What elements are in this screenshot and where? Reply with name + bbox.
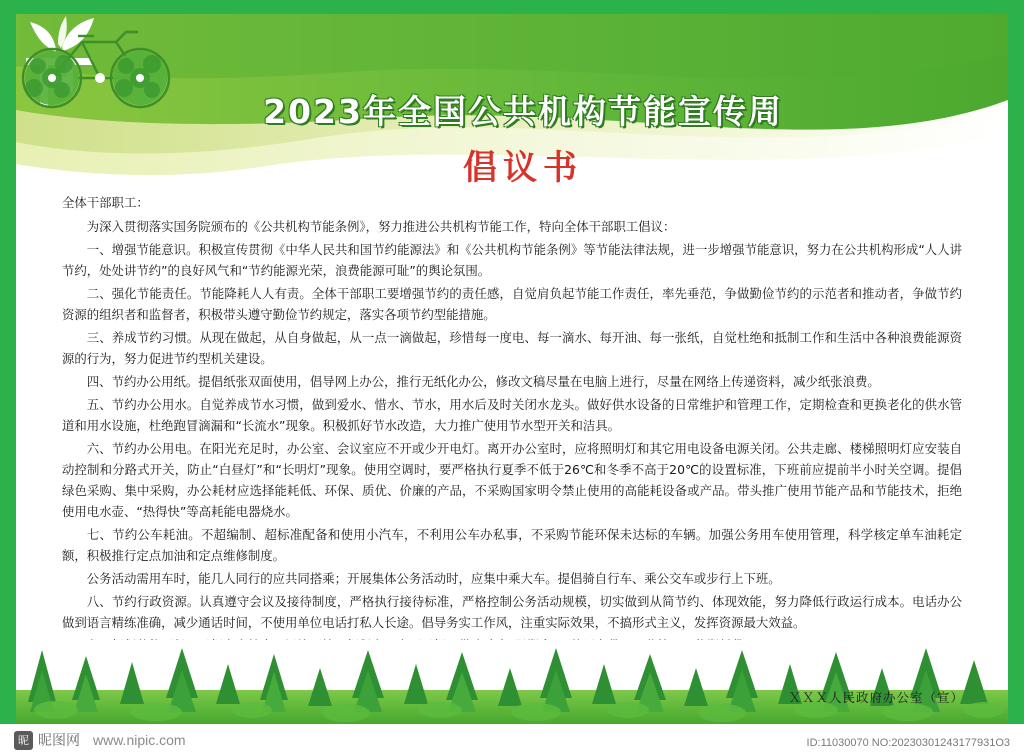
signature-line: ＸＸＸ人民政府办公室（宣）	[788, 690, 964, 705]
paragraph-0: 为深入贯彻落实国务院颁布的《公共机构节能条例》，努力推进公共机构节能工作，特向全体干部职工倡议：	[86, 219, 676, 234]
watermark-id: ID:11030070 NO:20230301243177931O3	[806, 737, 1010, 749]
paragraph-7: 七、节约公车耗油。不超编制、超标准配备和使用小汽车，不利用公车办私事，不采购节能环保未达标的车辆。加强公务用车使用管理，科学核定单车油耗定额，积极推行定点加油和定点维修制度。	[62, 527, 962, 563]
watermark-site-name: 昵图网	[38, 733, 80, 749]
document-body	[16, 192, 1008, 662]
paragraph-8: 公务活动需用车时，能几人同行的应共同搭乘；开展集体公务活动时，应集中乘大车。提倡骑自行车、乘公交车或步行上下班。	[86, 571, 781, 586]
page-title: 2023年全国公共机构节能宣传周	[263, 92, 783, 131]
salutation: 全体干部职工：	[62, 195, 149, 210]
paragraph-4: 四、节约办公用纸。提倡纸张双面使用，倡导网上办公，推行无纸化办公，修改文稿尽量在电脑上进行，尽量在网络上传递资料，减少纸张浪费。	[86, 374, 880, 389]
poster-inner	[16, 14, 1008, 740]
paragraph-9: 八、节约行政资源。认真遵守会议及接待制度，严格执行接待标准，严格控制公务活动规模，切实做到从简节约、体现效能，努力降低行政运行成本。电话办公做到语言精练准确，减少通话时间，不使用单位电话打私人长途。倡导务实工作风，注重实际效果，不搞形式主义，发挥资源最大效益。	[62, 594, 962, 630]
green-bicycle-icon	[16, 14, 176, 114]
page-subtitle: 倡议书	[463, 148, 583, 188]
poster-header	[16, 14, 1008, 194]
watermark-bar	[0, 724, 1024, 754]
nipic-mark-icon: 昵	[14, 731, 33, 750]
watermark-url: www.nipic.com	[93, 732, 186, 748]
paragraph-2: 二、强化节能责任。节能降耗人人有责。全体干部职工要增强节约的责任感，自觉肩负起节能工作责任，率先垂范，争做勤俭节约的示范者和推动者，争做节约资源的组织者和监督者，积极带头遵守勤俭节约规定，落实各项节约型能措施。	[62, 286, 962, 322]
paragraph-1: 一、增强节能意识。积极宣传贯彻《中华人民共和国节约能源法》和《公共机构节能条例》等节能法律法规，进一步增强节能意识，努力在公共机构形成“人人讲节约，处处讲节约”的良好风气和“节约能源光荣，浪费能源可耻”的舆论氛围。	[62, 242, 962, 278]
watermark-logo	[14, 730, 186, 750]
paragraph-5: 五、节约办公用水。自觉养成节水习惯，做到爱水、惜水、节水，用水后及时关闭水龙头。做好供水设备的日常维护和管理工作，定期检查和更换老化的供水管道和用水设施，杜绝跑冒滴漏和“长流水”现象。积极抓好节水改造，大力推广使用节水型开关和洁具。	[62, 397, 962, 433]
paragraph-6: 六、节约办公用电。在阳光充足时，办公室、会议室应不开或少开电灯。离开办公室时，应将照明灯和其它用电设备电源关闭。公共走廊、楼梯照明灯应安装自动控制和分路式开关，防止“白昼灯”和“长明灯”现象。使用空调时，要严格执行夏季不低于26℃和冬季不高于20℃的设置标准，下班前应提前半小时关空调。提倡绿色采购、集中采购，办公耗材应选择能耗低、环保、质优、价廉的产品，不采购国家明令禁止使用的高能耗设备或产品。带头推广使用节能产品和节能技术，拒绝使用电水壶、“热得快”等高耗能电器烧水。	[62, 441, 962, 519]
paragraph-3: 三、养成节约习惯。从现在做起，从自身做起，从一点一滴做起，珍惜每一度电、每一滴水、每开油、每一张纸，自觉杜绝和抵制工作和生活中各种浪费能源资源的行为，努力促进节约型机关建设。	[62, 330, 962, 366]
